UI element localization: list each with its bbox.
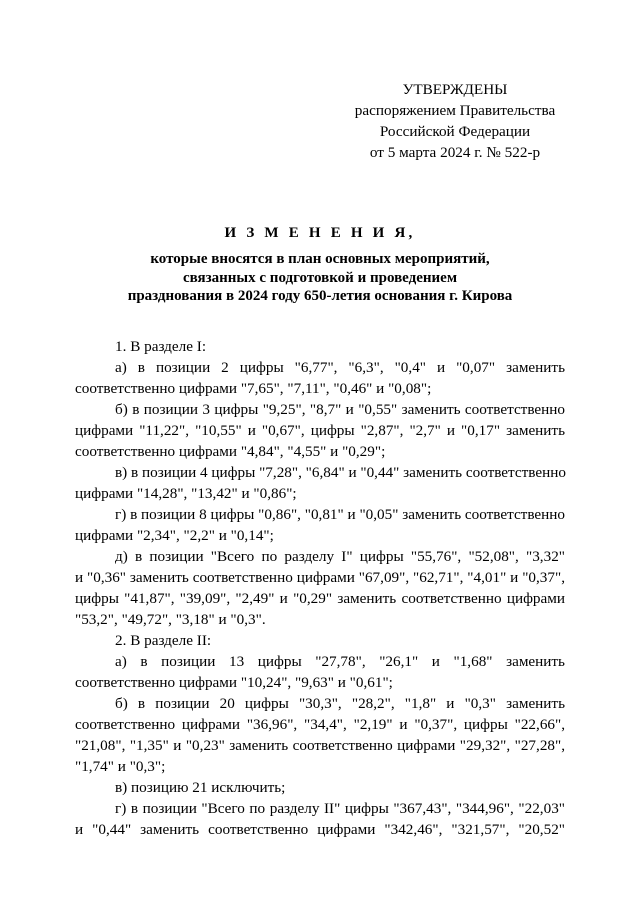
paragraph-line: цифрами "11,22", "10,55" и "0,67", цифры "2,87", "2,7" и "0,17" заменить	[75, 422, 565, 439]
document-title: И З М Е Н Е Н И Я,	[224, 225, 416, 241]
paragraph-line: б) в позиции 20 цифры "30,3", "28,2", "1,8" и "0,3" заменить	[115, 695, 565, 712]
paragraph-line: "1,74" и "0,3";	[75, 758, 166, 775]
approval-heading: УТВЕРЖДЕНЫ	[402, 81, 508, 98]
paragraph-line: соответственно цифрами "36,96", "34,4", "2,19" и "0,37", цифры "22,66",	[75, 716, 565, 733]
paragraph-line: "53,2", "49,72", "3,18" и "0,3".	[75, 611, 266, 628]
paragraph-line: соответственно цифрами "4,84", "4,55" и "0,29";	[75, 443, 386, 460]
subtitle-line: которые вносятся в план основных мероприятий,	[150, 251, 490, 267]
subtitle-line: празднования в 2024 году 650-летия основания г. Кирова	[127, 288, 513, 304]
paragraph-line: цифры "41,87", "39,09", "2,49" и "0,29" заменить соответственно цифрами	[75, 590, 565, 607]
paragraph-line: и "0,36" заменить соответственно цифрами "67,09", "62,71", "4,01" и "0,37",	[75, 569, 565, 586]
approval-date-number: от 5 марта 2024 г. № 522-р	[369, 144, 541, 161]
paragraph-line: а) в позиции 2 цифры "6,77", "6,3", "0,4" и "0,07" заменить	[115, 359, 565, 376]
paragraph-line: соответственно цифрами "7,65", "7,11", "0,46" и "0,08";	[75, 380, 432, 397]
paragraph-line: б) в позиции 3 цифры "9,25", "8,7" и "0,55" заменить соответственно	[115, 401, 565, 418]
section-heading: 2. В разделе II:	[115, 632, 212, 649]
subtitle-line: связанных с подготовкой и проведением	[182, 269, 458, 286]
paragraph-line: д) в позиции "Всего по разделу I" цифры "55,76", "52,08", "3,32"	[115, 548, 565, 565]
paragraph-line: "21,08", "1,35" и "0,23" заменить соответственно цифрами "29,32", "27,28",	[75, 737, 565, 754]
approval-line: распоряжением Правительства	[354, 102, 556, 119]
paragraph-line: г) в позиции 8 цифры "0,86", "0,81" и "0,05" заменить соответственно	[115, 506, 565, 523]
paragraph-line: цифрами "14,28", "13,42" и "0,86";	[75, 485, 297, 502]
paragraph-line: в) позицию 21 исключить;	[115, 779, 286, 796]
paragraph-line: в) в позиции 4 цифры "7,28", "6,84" и "0,44" заменить соответственно	[115, 464, 566, 481]
paragraph-line: и "0,44" заменить соответственно цифрами "342,46", "321,57", "20,52"	[75, 821, 565, 838]
approval-line: Российской Федерации	[379, 123, 531, 140]
paragraph-line: а) в позиции 13 цифры "27,78", "26,1" и "1,68" заменить	[115, 653, 565, 670]
document-subtitle	[0, 250, 640, 306]
paragraph-line: цифрами "2,34", "2,2" и "0,14";	[75, 527, 274, 544]
paragraph-line: г) в позиции "Всего по разделу II" цифры "367,43", "344,96", "22,03"	[115, 800, 565, 817]
section-heading: 1. В разделе I:	[115, 338, 207, 355]
paragraph-line: соответственно цифрами "10,24", "9,63" и "0,61";	[75, 674, 393, 691]
approval-block	[330, 79, 580, 163]
